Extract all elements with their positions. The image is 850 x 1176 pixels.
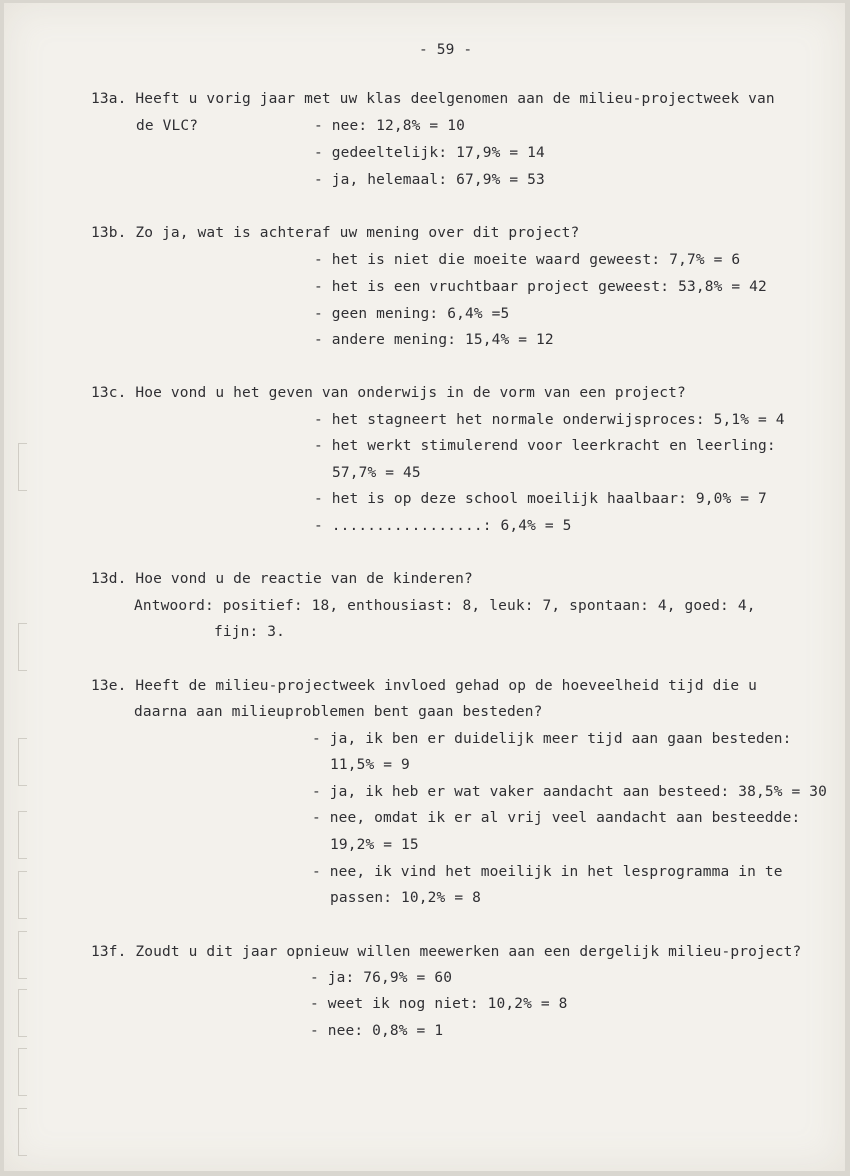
question-13c: 13c. Hoe vond u het geven van onderwijs in de vorm van een project? <box>91 385 686 401</box>
binding-mark <box>18 989 27 1037</box>
answer-13e-2: - ja, ik heb er wat vaker aandacht aan besteed: 38,5% = 30 <box>312 784 828 800</box>
binding-mark <box>18 811 27 859</box>
binding-mark <box>18 1108 27 1156</box>
binding-mark <box>18 931 27 979</box>
answer-13e-3: - nee, omdat ik er al vrij veel aandacht aan besteedde: <box>312 810 801 826</box>
answer-13e-4: - nee, ik vind het moeilijk in het lesprogramma in te <box>312 864 783 880</box>
answer-13e-3-cont: 19,2% = 15 <box>330 837 419 853</box>
question-13d: 13d. Hoe vond u de reactie van de kinderen? <box>91 571 473 587</box>
answer-13a-2: - gedeeltelijk: 17,9% = 14 <box>314 145 545 161</box>
answer-13b-4: - andere mening: 15,4% = 12 <box>314 332 554 348</box>
answer-13d: Antwoord: positief: 18, enthousiast: 8, leuk: 7, spontaan: 4, goed: 4, <box>134 598 756 614</box>
question-13f: 13f. Zoudt u dit jaar opnieuw willen meewerken aan een dergelijk milieu-project? <box>91 944 802 960</box>
question-13b: 13b. Zo ja, wat is achteraf uw mening over dit project? <box>91 225 580 241</box>
answer-13e-1: - ja, ik ben er duidelijk meer tijd aan gaan besteden: <box>312 731 792 747</box>
answer-13c-2: - het werkt stimulerend voor leerkracht en leerling: <box>314 438 776 454</box>
answer-13c-1: - het stagneert het normale onderwijsproces: 5,1% = 4 <box>314 412 785 428</box>
answer-13b-1: - het is niet die moeite waard geweest: 7,7% = 6 <box>314 252 741 268</box>
answer-13c-4: - .................: 6,4% = 5 <box>314 518 572 534</box>
answer-13b-2: - het is een vruchtbaar project geweest: 53,8% = 42 <box>314 279 767 295</box>
question-13a: 13a. Heeft u vorig jaar met uw klas deelgenomen aan de milieu-projectweek van <box>91 91 775 107</box>
answer-13c-2-cont: 57,7% = 45 <box>332 465 421 481</box>
document-page <box>4 3 845 1171</box>
binding-mark <box>18 1048 27 1096</box>
answer-13d-cont: fijn: 3. <box>214 624 286 640</box>
binding-mark <box>18 871 27 919</box>
question-13a-cont: de VLC? <box>136 118 199 134</box>
question-13e-cont: daarna aan milieuproblemen bent gaan besteden? <box>134 704 543 720</box>
page-number: - 59 - <box>419 42 473 58</box>
question-13e: 13e. Heeft de milieu-projectweek invloed gehad op de hoeveelheid tijd die u <box>91 678 757 694</box>
answer-13c-3: - het is op deze school moeilijk haalbaar: 9,0% = 7 <box>314 491 767 507</box>
binding-mark <box>18 623 27 671</box>
answer-13a-3: - ja, helemaal: 67,9% = 53 <box>314 172 545 188</box>
binding-mark <box>18 738 27 786</box>
answer-13b-3: - geen mening: 6,4% =5 <box>314 306 510 322</box>
answer-13f-3: - nee: 0,8% = 1 <box>310 1023 444 1039</box>
answer-13f-2: - weet ik nog niet: 10,2% = 8 <box>310 996 568 1012</box>
binding-mark <box>18 443 27 491</box>
answer-13e-4-cont: passen: 10,2% = 8 <box>330 890 481 906</box>
answer-13e-1-cont: 11,5% = 9 <box>330 757 410 773</box>
answer-13a-1: - nee: 12,8% = 10 <box>314 118 465 134</box>
answer-13f-1: - ja: 76,9% = 60 <box>310 970 453 986</box>
